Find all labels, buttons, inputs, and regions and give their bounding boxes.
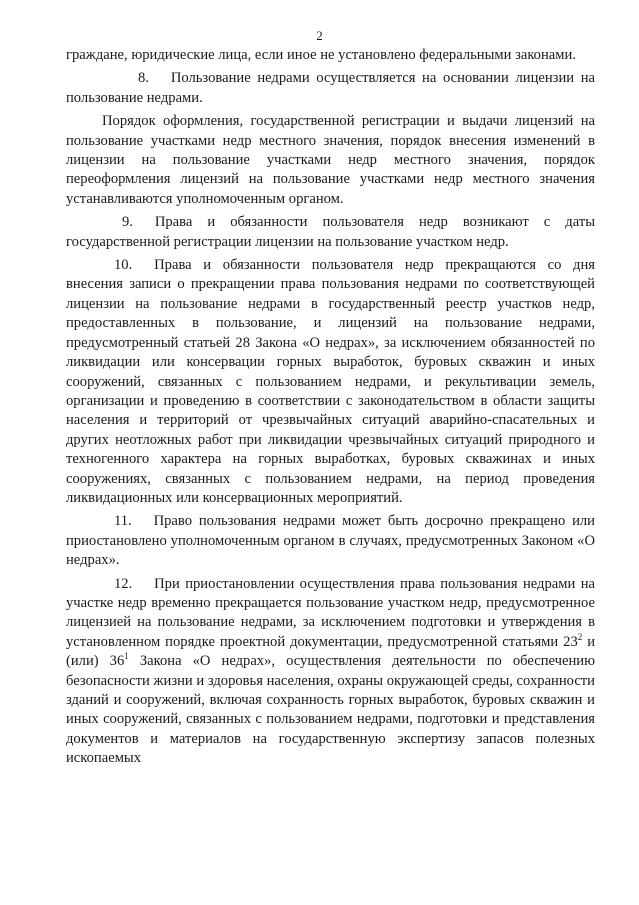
paragraph bbox=[66, 69, 595, 108]
paragraph bbox=[66, 256, 595, 508]
paragraph-text: Право пользования недрами может быть досрочно прекращено или приостановлено уполномоченным органом в случаях, предусмотренных Законом «О недрах». bbox=[66, 513, 595, 569]
superscript: 1 bbox=[124, 651, 129, 662]
paragraph-text: Пользование недрами осуществляется на основании лицензии на пользование недрами. bbox=[66, 70, 595, 106]
paragraph-text: Закона «О недрах», осуществления деятельности по обеспечению безопасности жизни и здоровья населения, охраны окружающей среды, сохранности зданий и сооружений, включая сохранность горных выработок, буровых скважин и иных сооружений, связанных с пользованием недрами, подготовки и представления документов и материалов на государственную экспертизу запасов полезных ископаемых bbox=[66, 653, 595, 767]
document-body bbox=[66, 46, 595, 769]
paragraph-number: 11. bbox=[114, 513, 132, 530]
superscript: 2 bbox=[577, 631, 583, 642]
paragraph-number: 8. bbox=[138, 70, 149, 87]
page-number: 2 bbox=[316, 28, 323, 43]
paragraph bbox=[66, 46, 595, 65]
paragraph bbox=[66, 112, 595, 209]
paragraph-number: 9. bbox=[122, 214, 133, 231]
paragraph bbox=[66, 213, 595, 252]
paragraph-text: граждане, юридические лица, если иное не установлено федеральными законами. bbox=[66, 47, 576, 63]
paragraph bbox=[66, 575, 595, 769]
paragraph bbox=[66, 512, 595, 570]
paragraph-text: При приостановлении осуществления права пользования недрами на участке недр временно прекращается пользование участком недр, предусмотренное лицензией на пользование недрами, за исключением подготовки и утверждения в установленном порядке проектной документации, предусмотренной статьями 23 bbox=[66, 575, 595, 650]
paragraph-text: Права и обязанности пользователя недр возникают с даты государственной регистрации лицензии на пользование участком недр. bbox=[66, 214, 595, 250]
paragraph-text: и (или) 36 bbox=[66, 633, 596, 670]
paragraph-text: Права и обязанности пользователя недр прекращаются со дня внесения записи о прекращении права пользования недрами по соответствующей лицензии на пользование недрами в государственный реестр участков недр, предоставленных в пользование, и лицензий на пользование недрами, предусмотренный статьей 28 Закона «О недрах», за исключением обязанностей по ликвидации или консервации горных выработок, буровых скважин и иных сооружений, связанных с пользованием недрами, и рекультивации земель, организации и проведению в соответствии с законодательством в области защиты населения и территорий от чрезвычайных ситуаций аварийно-спасательных и других неотложных работ при ликвидации чрезвычайных ситуаций природного и техногенного характера на горных выработках, буровых скважинах и иных сооружениях, связанных с пользованием недрами, на период проведения ликвидационных или консервационных мероприятий. bbox=[66, 257, 595, 506]
paragraph-number: 10. bbox=[114, 257, 133, 274]
paragraph-number: 12. bbox=[114, 575, 133, 592]
paragraph-text: Порядок оформления, государственной регистрации и выдачи лицензий на пользование участками недр местного значения, порядок внесения изменений в лицензии на пользование участками недр местного значения, порядок переоформления лицензий на пользование участками недр местного значения устанавливаются уполномоченным органом. bbox=[66, 113, 595, 207]
